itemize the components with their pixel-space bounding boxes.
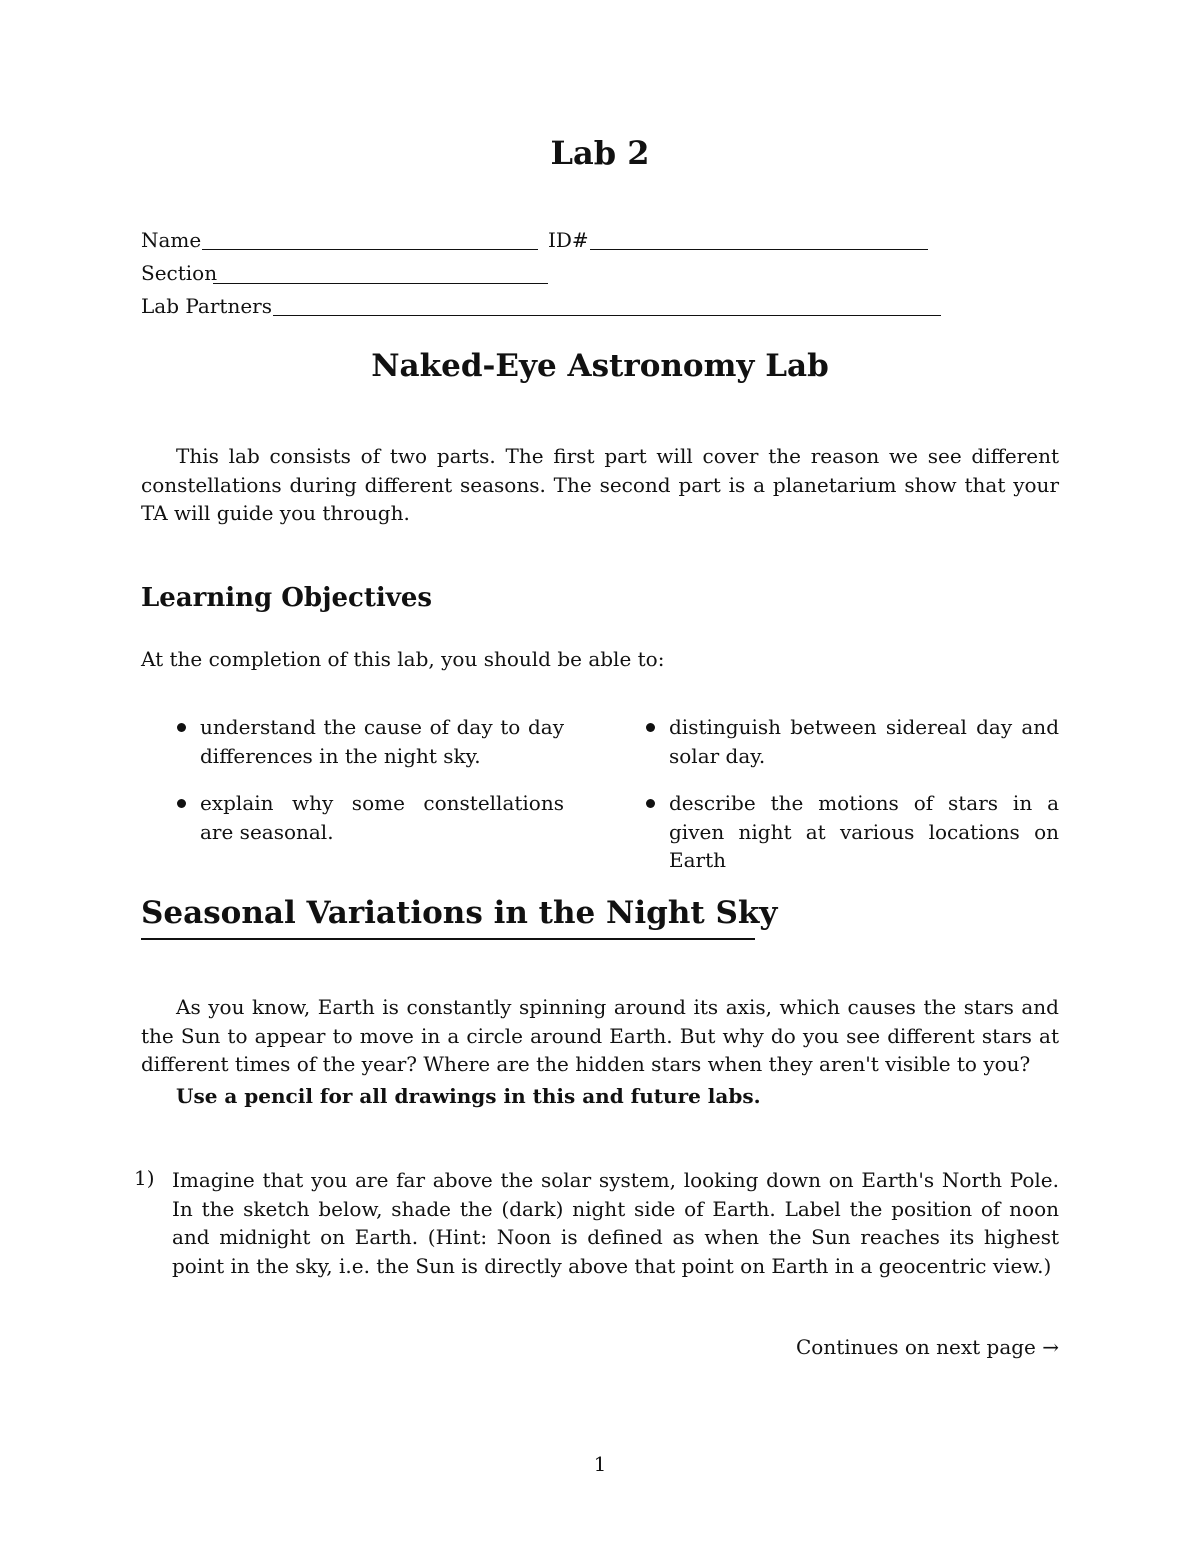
objectives-right-column	[641, 713, 1059, 894]
section-heading: Seasonal Variations in the Night Sky	[141, 895, 778, 931]
list-item	[172, 789, 564, 846]
id-label: ID#	[548, 228, 589, 252]
bullet-icon	[177, 723, 186, 732]
objective-text: explain why some constellations are seasonal.	[200, 791, 564, 844]
name-label: Name	[141, 228, 202, 252]
question-text: Imagine that you are far above the solar system, looking down on Earth's North Pole. In the sketch below, shade the (dark) night side of Earth. Label the position of noon and midnight on Earth. (Hint: Noon is defined as when the Sun reaches its highest point in the sky, i.e. the Sun is directly above that point on Earth in a geocentric view.)	[172, 1168, 1059, 1278]
lab-title: Lab 2	[550, 134, 650, 172]
objectives-lead: At the completion of this lab, you should be able to:	[141, 647, 665, 671]
objectives-left-column	[172, 713, 564, 865]
bullet-icon	[646, 799, 655, 808]
bullet-icon	[177, 799, 186, 808]
list-item	[172, 713, 564, 770]
continues-note: Continues on next page →	[795, 1335, 1059, 1359]
document-title: Naked-Eye Astronomy Lab	[371, 348, 829, 384]
list-item	[641, 713, 1059, 770]
objective-text: understand the cause of day to day differences in the night sky.	[200, 715, 564, 768]
section-label: Section	[141, 261, 218, 285]
lab-partners-label: Lab Partners	[141, 294, 272, 318]
section-blank-line[interactable]	[213, 283, 548, 284]
page-number: 1	[593, 1452, 607, 1476]
pencil-note: Use a pencil for all drawings in this and future labs.	[176, 1084, 761, 1108]
objective-text: distinguish between sidereal day and solar day.	[669, 715, 1059, 768]
question-number: 1)	[134, 1166, 155, 1190]
section-underline	[141, 938, 755, 940]
objective-text: describe the motions of stars in a given night at various locations on Earth	[669, 791, 1059, 872]
list-item	[641, 789, 1059, 875]
name-blank-line[interactable]	[202, 249, 538, 250]
id-blank-line[interactable]	[590, 249, 928, 250]
bullet-icon	[646, 723, 655, 732]
section-paragraph: As you know, Earth is constantly spinning around its axis, which causes the stars and the Sun to appear to move in a circle around Earth. But why do you see different stars at different times of the year? Where are the hidden stars when they aren't visible to you?	[141, 995, 1059, 1076]
objectives-heading: Learning Objectives	[141, 583, 433, 613]
intro-paragraph: This lab consists of two parts. The first part will cover the reason we see different constellations during different seasons. The second part is a planetarium show that your TA will guide you through.	[141, 444, 1059, 525]
lab-partners-blank-line[interactable]	[273, 315, 941, 316]
